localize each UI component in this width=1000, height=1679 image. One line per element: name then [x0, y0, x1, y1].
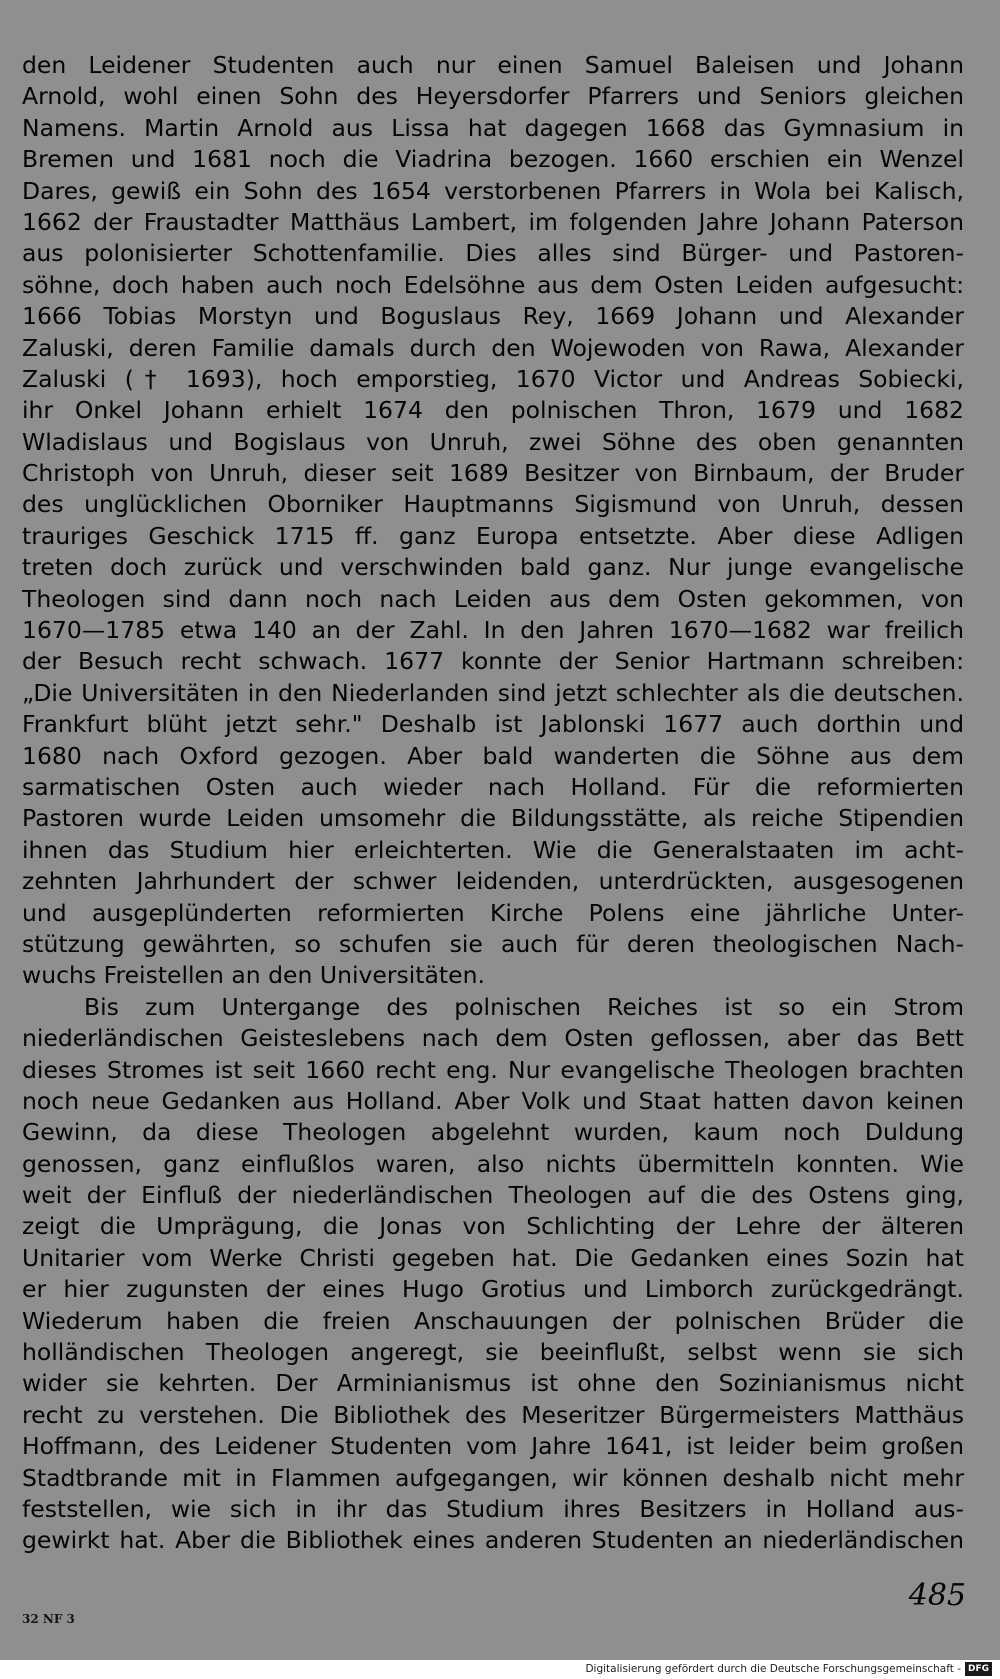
- page-number: 485: [908, 1578, 966, 1613]
- text-line: Frankfurt blüht jetzt sehr." Deshalb ist Jablonski 1677 auch dorthin und: [22, 710, 964, 739]
- text-line: Gewinn, da diese Theologen abgelehnt wurden, kaum noch Duldung: [22, 1118, 964, 1147]
- text-line: treten doch zurück und verschwinden bald ganz. Nur junge evangelische: [22, 553, 964, 582]
- text-line: Pastoren wurde Leiden umsomehr die Bildungsstätte, als reiche Stipendien: [22, 804, 964, 833]
- text-line: trauriges Geschick 1715 ff. ganz Europa entsetzte. Aber diese Adligen: [22, 521, 964, 550]
- text-line: 1662 der Fraustadter Matthäus Lambert, im folgenden Jahre Johann Paterson: [22, 207, 964, 236]
- text-line: recht zu verstehen. Die Bibliothek des Meseritzer Bürgermeisters Matthäus: [22, 1400, 964, 1429]
- text-line: Stadtbrande mit in Flammen aufgegangen, wir können deshalb nicht mehr: [22, 1463, 964, 1492]
- text-line: stützung gewährten, so schufen sie auch für deren theologischen Nach-: [22, 929, 964, 958]
- printer-signature: 32 NF 3: [22, 1612, 75, 1626]
- text-line: Zaluski, deren Familie damals durch den Wojewoden von Rawa, Alexander: [22, 333, 964, 362]
- text-line: Christoph von Unruh, dieser seit 1689 Besitzer von Birnbaum, der Bruder: [22, 459, 964, 488]
- digitization-footer: [585, 1661, 992, 1677]
- text-line: den Leidener Studenten auch nur einen Samuel Baleisen und Johann: [22, 51, 964, 79]
- text-line: söhne, doch haben auch noch Edelsöhne aus dem Osten Leiden aufgesucht:: [22, 270, 964, 299]
- text-line: Bis zum Untergange des polnischen Reiches ist so ein Strom: [84, 992, 964, 1021]
- text-line: feststellen, wie sich in ihr das Studium ihres Besitzers in Holland aus-: [22, 1494, 964, 1523]
- text-line: noch neue Gedanken aus Holland. Aber Volk und Staat hatten davon keinen: [22, 1086, 964, 1115]
- text-line: Theologen sind dann noch nach Leiden aus dem Osten gekommen, von: [22, 584, 964, 613]
- text-line: wider sie kehrten. Der Arminianismus ist ohne den Sozinianismus nicht: [22, 1369, 964, 1398]
- text-line: Unitarier vom Werke Christi gegeben hat. Die Gedanken eines Sozin hat: [22, 1243, 964, 1272]
- text-line: „Die Universitäten in den Niederlanden sind jetzt schlechter als die deutschen.: [22, 678, 964, 707]
- text-line: zeigt die Umprägung, die Jonas von Schlichting der Lehre der älteren: [22, 1212, 964, 1241]
- footer-text: Digitalisierung gefördert durch die Deutsche Forschungsgemeinschaft -: [585, 1663, 961, 1675]
- text-line: wuchs Freistellen an den Universitäten.: [22, 961, 485, 990]
- text-line: weit der Einfluß der niederländischen Theologen auf die des Ostens ging,: [22, 1181, 964, 1210]
- text-line: er hier zugunsten der eines Hugo Grotius und Limborch zurückgedrängt.: [22, 1275, 964, 1304]
- text-line: genossen, ganz einflußlos waren, also nichts übermitteln konnten. Wie: [22, 1149, 964, 1178]
- text-line: ihr Onkel Johann erhielt 1674 den polnischen Thron, 1679 und 1682: [22, 396, 964, 425]
- text-line: Wiederum haben die freien Anschauungen der polnischen Brüder die: [22, 1306, 964, 1335]
- text-line: 1666 Tobias Morstyn und Boguslaus Rey, 1669 Johann und Alexander: [22, 302, 964, 331]
- text-line: Arnold, wohl einen Sohn des Heyersdorfer Pfarrers und Seniors gleichen: [22, 82, 964, 111]
- text-line: des unglücklichen Oborniker Hauptmanns Sigismund von Unruh, dessen: [22, 490, 964, 519]
- text-line: aus polonisierter Schottenfamilie. Dies alles sind Bürger- und Pastoren-: [22, 239, 964, 268]
- text-line: holländischen Theologen angeregt, sie beeinflußt, selbst wenn sie sich: [22, 1338, 964, 1367]
- text-line: Zaluski († 1693), hoch emporstieg, 1670 Victor und Andreas Sobiecki,: [22, 364, 964, 393]
- text-line: zehnten Jahrhundert der schwer leidenden, unterdrückten, ausgesogenen: [22, 867, 964, 896]
- text-line: Namens. Martin Arnold aus Lissa hat dagegen 1668 das Gymnasium in: [22, 113, 964, 142]
- dfg-logo-icon: DFG: [965, 1662, 992, 1676]
- text-line: niederländischen Geisteslebens nach dem Osten geflossen, aber das Bett: [22, 1024, 964, 1053]
- text-line: 1670—1785 etwa 140 an der Zahl. In den Jahren 1670—1682 war freilich: [22, 616, 964, 645]
- text-line: 1680 nach Oxford gezogen. Aber bald wanderten die Söhne aus dem: [22, 741, 964, 770]
- text-line: Hoffmann, des Leidener Studenten vom Jahre 1641, ist leider beim großen: [22, 1432, 964, 1461]
- body-text: [22, 50, 964, 1557]
- text-line: Bremen und 1681 noch die Viadrina bezogen. 1660 erschien ein Wenzel: [22, 145, 964, 174]
- text-line: gewirkt hat. Aber die Bibliothek eines anderen Studenten an niederländischen: [22, 1526, 964, 1555]
- text-line: und ausgeplünderten reformierten Kirche Polens eine jährliche Unter-: [22, 898, 964, 927]
- text-line: der Besuch recht schwach. 1677 konnte der Senior Hartmann schreiben:: [22, 647, 964, 676]
- text-line: sarmatischen Osten auch wieder nach Holland. Für die reformierten: [22, 772, 964, 801]
- text-line: dieses Stromes ist seit 1660 recht eng. Nur evangelische Theologen brachten: [22, 1055, 964, 1084]
- text-line: Wladislaus und Bogislaus von Unruh, zwei Söhne des oben genannten: [22, 427, 964, 456]
- text-line: ihnen das Studium hier erleichterten. Wie die Generalstaaten im acht-: [22, 835, 964, 864]
- text-line: Dares, gewiß ein Sohn des 1654 verstorbenen Pfarrers in Wola bei Kalisch,: [22, 176, 964, 205]
